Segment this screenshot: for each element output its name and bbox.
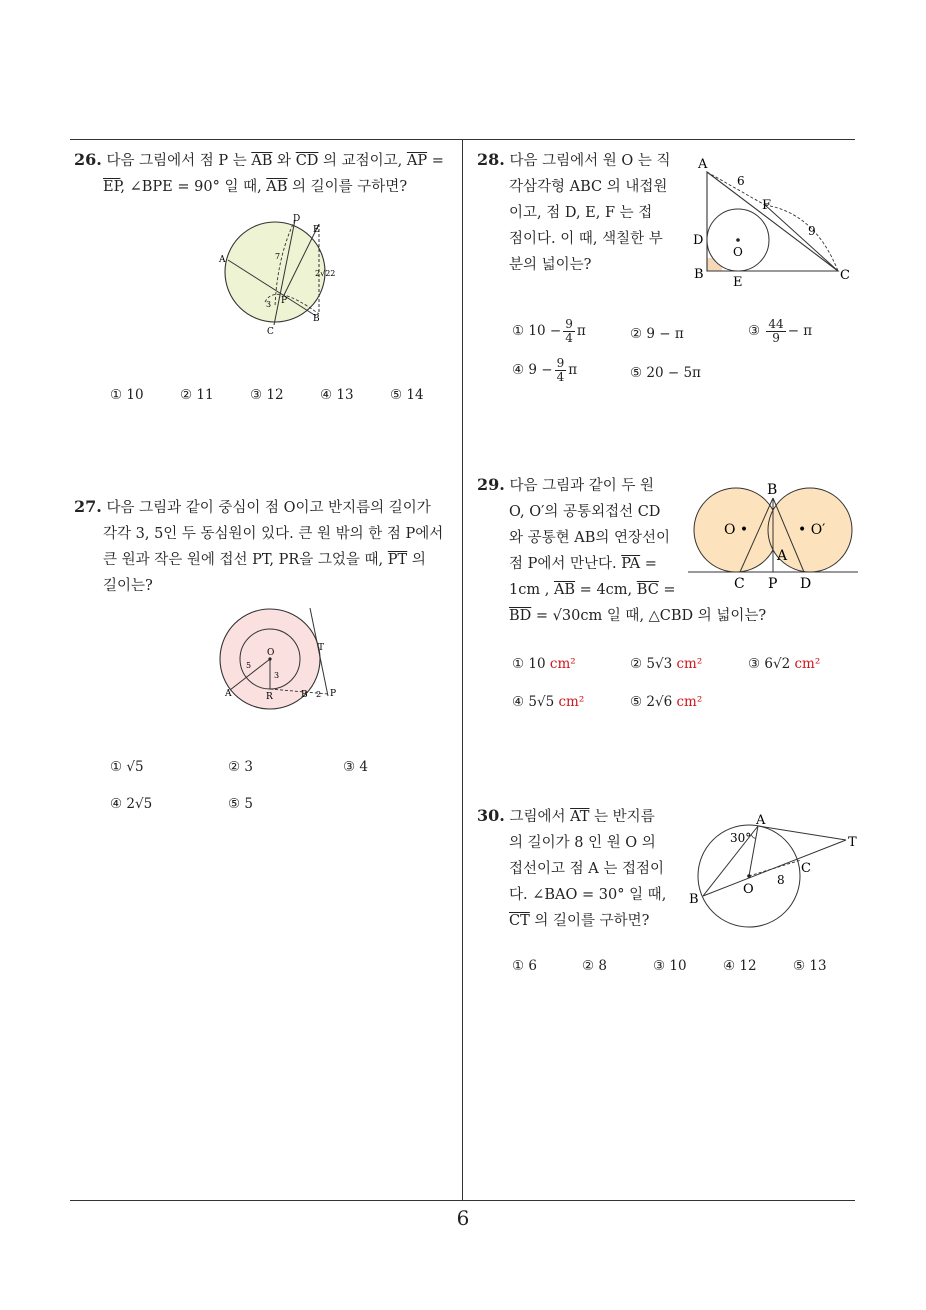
question-27: 27. 다음 그림과 같이 중심이 점 O이고 반지름의 길이가 각각 3, 5인 두 동심원이 있다. 큰 원 밖의 한 점 P에서 큰 원과 작은 원에 접선 PT, PR을 그었을 때, $\overline{PT}$ 의 길이는? bbox=[74, 497, 444, 594]
figure-27-label-P: P bbox=[330, 689, 337, 699]
figure-26-label-E: E bbox=[313, 225, 320, 235]
figure-30-label-C: C bbox=[801, 861, 811, 876]
q28-choice-3[interactable]: ③ $\frac{44}{9}$ − π bbox=[748, 317, 813, 345]
q26-choice-1[interactable]: ① 10 bbox=[110, 387, 144, 403]
q27-choice-2[interactable]: ② 3 bbox=[228, 759, 253, 775]
figure-28-incircle-triangle bbox=[690, 153, 858, 288]
question-28: 28. 다음 그림에서 원 O 는 직 각삼각형 ABC 의 내접원 이고, 점 D, E, F 는 접 점이다. 이 때, 색칠한 부 분의 넓이는? bbox=[477, 150, 671, 273]
figure-30-label-T: T bbox=[848, 835, 857, 850]
figure-29-label-B: B bbox=[767, 482, 778, 498]
figure-30-label-O: O bbox=[743, 882, 754, 897]
column-divider bbox=[462, 139, 463, 1201]
figure-27-label-2: 2 bbox=[316, 690, 322, 699]
figure-29-two-circles bbox=[688, 478, 860, 593]
figure-30-label-A: A bbox=[756, 813, 766, 828]
q30-choice-4[interactable]: ④ 12 bbox=[723, 958, 757, 974]
figure-27-label-3: 3 bbox=[274, 671, 280, 680]
question-26-number: 26. bbox=[74, 150, 102, 169]
q27-choice-3[interactable]: ③ 4 bbox=[343, 759, 368, 775]
q29-choice-2[interactable]: ② 5√3 cm² bbox=[630, 656, 703, 672]
q28-choice-2[interactable]: ② 9 − π bbox=[630, 326, 684, 342]
figure-27-label-5: 5 bbox=[246, 661, 252, 670]
figure-27-label-O: O bbox=[267, 648, 275, 658]
question-28-number: 28. bbox=[477, 150, 505, 169]
figure-26-label-C: C bbox=[267, 327, 274, 337]
question-26 bbox=[74, 147, 458, 200]
q27-choice-4[interactable]: ④ 2√5 bbox=[110, 796, 153, 812]
question-26-line-2: $\overline{EP}$, ∠BPE = 90° 일 때, $\overline{AB}$ 의 길이를 구하면? bbox=[103, 179, 408, 195]
question-30: 30. 그림에서 $\overline{AT}$ 는 반지름 의 길이가 8 인 원 O 의 접선이고 점 A 는 접점이 다. ∠BAO = 30° 일 때, $\overline{CT}$ 의 길이를 구하면? bbox=[477, 806, 667, 929]
q28-choice-4[interactable]: ④ 9 − $\frac{9}{4}$ π bbox=[512, 356, 578, 384]
q27-choice-1[interactable]: ① √5 bbox=[110, 759, 144, 775]
figure-27-label-A: A bbox=[225, 689, 232, 699]
q29-choice-3[interactable]: ③ 6√2 cm² bbox=[748, 656, 821, 672]
question-29: 29. 다음 그림과 같이 두 원 O, O′의 공통외접선 CD 와 공통현 AB의 연장선이 점 P에서 만난다. $\overline{PA}$ = 1cm , $\overline{AB} = 4cm$, $\overline{BC}$ = $\overline{BD} = √30cm$ 일 때, △CBD 의 넓이는? bbox=[477, 475, 767, 624]
q29-choice-5[interactable]: ⑤ 2√6 cm² bbox=[630, 694, 703, 710]
q26-choice-3[interactable]: ③ 12 bbox=[250, 387, 284, 403]
q28-choice-1[interactable]: ① 10 − $\frac{9}{4}$ π bbox=[512, 317, 586, 345]
figure-28-label-C: C bbox=[840, 268, 850, 283]
figure-26-circle-chords bbox=[215, 212, 345, 337]
figure-28-label-6: 6 bbox=[737, 174, 745, 188]
figure-27-label-T: T bbox=[318, 643, 325, 653]
q30-choice-3[interactable]: ③ 10 bbox=[653, 958, 687, 974]
figure-27-concentric-circles bbox=[215, 606, 345, 714]
page-number: 6 bbox=[456, 1206, 470, 1230]
question-27-number: 27. bbox=[74, 497, 102, 516]
figure-29-label-O: O • bbox=[724, 522, 749, 538]
q28-choice-5[interactable]: ⑤ 20 − 5π bbox=[630, 365, 701, 381]
figure-26-label-3: 3 bbox=[266, 300, 272, 309]
q30-choice-5[interactable]: ⑤ 13 bbox=[793, 958, 827, 974]
q29-choice-1[interactable]: ① 10 cm² bbox=[512, 656, 576, 672]
figure-27-label-R: R bbox=[266, 692, 273, 702]
q30-choice-1[interactable]: ① 6 bbox=[512, 958, 537, 974]
figure-29-label-P: P bbox=[768, 576, 778, 592]
figure-28-label-B: B bbox=[694, 267, 704, 282]
figure-29-label-O-prime: • O′ bbox=[798, 522, 826, 538]
q26-choice-5[interactable]: ⑤ 14 bbox=[390, 387, 424, 403]
figure-29-label-A: A bbox=[777, 548, 788, 564]
q27-choice-5[interactable]: ⑤ 5 bbox=[228, 796, 253, 812]
figure-30-label-30deg: 30° bbox=[730, 831, 752, 845]
figure-28-label-O: O bbox=[733, 245, 743, 259]
figure-28-label-9: 9 bbox=[808, 224, 816, 238]
q29-choice-4[interactable]: ④ 5√5 cm² bbox=[512, 694, 585, 710]
question-26-line-1: 26. 다음 그림에서 점 P 는 $\overline{AB}$ 와 $\overline{CD}$ 의 교점이고, $\overline{AP}$ = bbox=[74, 150, 444, 169]
figure-26-label-A: A bbox=[219, 255, 226, 265]
figure-26-label-2root22: 2√22 bbox=[315, 269, 336, 278]
figure-30-tangent-circle bbox=[686, 810, 860, 928]
q26-choice-2[interactable]: ② 11 bbox=[180, 387, 214, 403]
question-30-number: 30. bbox=[477, 806, 505, 825]
figure-28-label-E: E bbox=[733, 275, 743, 288]
figure-26-label-D: D bbox=[293, 214, 301, 224]
figure-27-label-B: B bbox=[301, 690, 308, 700]
figure-26-label-B: B bbox=[313, 314, 320, 324]
figure-29-label-C: C bbox=[734, 576, 745, 592]
q26-choice-4[interactable]: ④ 13 bbox=[320, 387, 354, 403]
figure-26-label-P: P bbox=[281, 296, 288, 306]
figure-28-label-A: A bbox=[698, 157, 708, 172]
figure-28-label-F: F bbox=[762, 198, 772, 213]
question-29-number: 29. bbox=[477, 475, 505, 494]
q30-choice-2[interactable]: ② 8 bbox=[582, 958, 607, 974]
figure-30-label-B: B bbox=[689, 892, 699, 907]
figure-29-label-D: D bbox=[800, 576, 812, 592]
figure-30-label-8: 8 bbox=[777, 873, 785, 887]
figure-26-label-7: 7 bbox=[275, 252, 281, 261]
figure-28-label-D: D bbox=[693, 233, 704, 248]
